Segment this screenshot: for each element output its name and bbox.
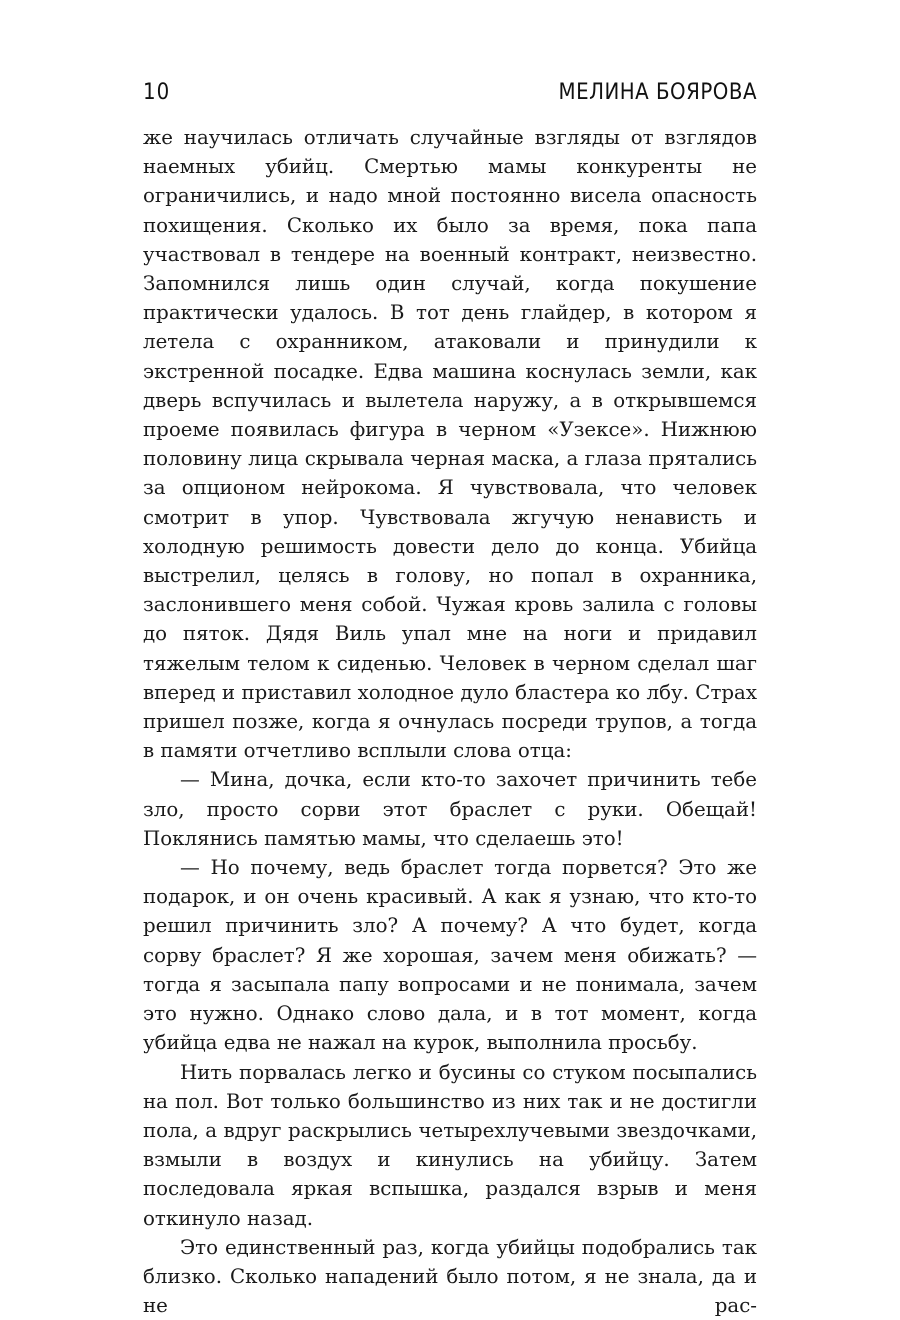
paragraph-1: же научилась отличать случайные взгляды от взглядов наемных убийц. Смертью мамы конкуренты не ограничились, и надо мной постоянно висела опасность похищения. Сколько их было за время, пока папа участвовал в тендере на военный контракт, неизвестно. Запомнился лишь один случай, когда покушение практически удалось. В тот день глайдер, в котором я летела с охранником, атаковали и принудили к экстренной посадке. Едва машина коснулась земли, как дверь вспучилась и вылетела наружу, а в открывшемся проеме появилась фигура в черном «Узексе». Нижнюю половину лица скрывала черная маска, а глаза прятались за опционом нейрокома. Я чувствовала, что человек смотрит в упор. Чувствовала жгучую ненависть и холодную решимость довести дело до конца. Убийца выстрелил, целясь в голову, но попал в охранника, заслонившего меня собой. Чужая кровь залила с головы до пяток. Дядя Виль упал мне на ноги и придавил тяжелым телом к сиденью. Человек в черном сделал шаг вперед и приставил холодное дуло бластера ко лбу. Страх пришел позже, когда я очнулась посреди трупов, а тогда в памяти отчетливо всплыли слова отца: <box>143 126 757 763</box>
running-header <box>143 80 757 114</box>
paragraph-3: — Но почему, ведь браслет тогда порвется? Это же подарок, и он очень красивый. А как я узнаю, что кто-то решил причинить зло? А почему? А что будет, когда сорву браслет? Я же хорошая, зачем меня обижать? — тогда я засыпала папу вопросами и не понимала, зачем это нужно. Однако слово дала, и в тот момент, когда убийца едва не нажал на курок, выполнила просьбу. <box>143 856 757 1055</box>
author-name: МЕЛИНА БОЯРОВА <box>558 80 757 105</box>
paragraph-4: Нить порвалась легко и бусины со стуком посыпались на пол. Вот только большинство из них так и не достигли пола, а вдруг раскрылись четырехлучевыми звездочками, взмыли в воздух и кинулись на убийцу. Затем последовала яркая вспышка, раздался взрыв и меня откинуло назад. <box>143 1060 757 1230</box>
paragraph-5: Это единственный раз, когда убийцы подобрались так близко. Сколько нападений было потом, я не знала, да и не рас- <box>143 1235 757 1318</box>
paragraph-2: — Мина, дочка, если кто-то захочет причинить тебе зло, просто сорви этот браслет с руки. Обещай! Поклянись памятью мамы, что сделаешь это! <box>143 768 757 850</box>
page-text <box>143 123 757 1320</box>
page-number: 10 <box>143 80 171 105</box>
